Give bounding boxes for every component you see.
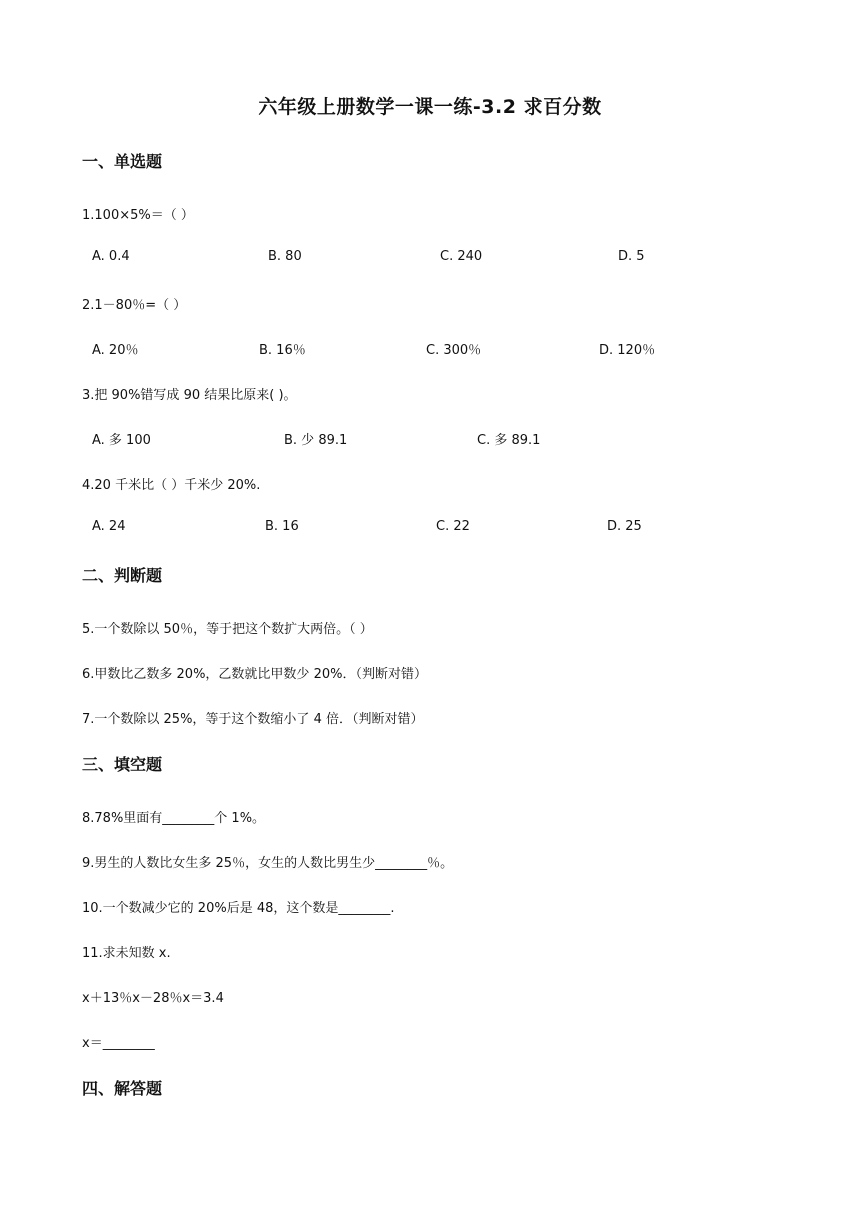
q3-option-a: A. 多 100 xyxy=(92,433,151,448)
question-3: 3.把 90%错写成 90 结果比原来( )。 xyxy=(82,388,297,403)
q1-option-b: B. 80 xyxy=(268,249,302,264)
section-heading-answer: 四、解答题 xyxy=(82,1079,163,1098)
question-1: 1.100×5%＝（ ） xyxy=(82,208,194,223)
q2-option-a: A. 20％ xyxy=(92,343,139,358)
section-heading-single-choice: 一、单选题 xyxy=(82,152,163,171)
question-9: 9.男生的人数比女生多 25％，女生的人数比男生少________％。 xyxy=(82,856,454,871)
q4-option-b: B. 16 xyxy=(265,519,299,534)
section-heading-true-false: 二、判断题 xyxy=(82,566,163,585)
question-6: 6.甲数比乙数多 20%，乙数就比甲数少 20%．（判断对错） xyxy=(82,667,427,682)
section-heading-fill-blank: 三、填空题 xyxy=(82,755,163,774)
question-10: 10.一个数减少它的 20%后是 48，这个数是________. xyxy=(82,901,395,916)
q1-option-a: A. 0.4 xyxy=(92,249,130,264)
q1-option-d: D. 5 xyxy=(618,249,645,264)
q3-option-b: B. 少 89.1 xyxy=(284,433,348,448)
question-11-equation: x＋13％x－28％x＝3.4 xyxy=(82,991,224,1006)
question-8: 8.78%里面有________个 1%。 xyxy=(82,811,266,826)
question-7: 7.一个数除以 25%，等于这个数缩小了 4 倍．（判断对错） xyxy=(82,712,424,727)
question-5: 5.一个数除以 50％，等于把这个数扩大两倍。（ ） xyxy=(82,622,373,637)
question-11-answer-line: x＝________ xyxy=(82,1036,155,1051)
q2-option-c: C. 300％ xyxy=(426,343,482,358)
question-2: 2.1－80％=（ ） xyxy=(82,298,187,313)
q2-option-d: D. 120％ xyxy=(599,343,656,358)
q4-option-d: D. 25 xyxy=(607,519,642,534)
q1-option-c: C. 240 xyxy=(440,249,483,264)
q4-option-c: C. 22 xyxy=(436,519,470,534)
q2-option-b: B. 16％ xyxy=(259,343,306,358)
question-4: 4.20 千米比（ ）千米少 20%. xyxy=(82,478,261,493)
page-title: 六年级上册数学一课一练-3.2 求百分数 xyxy=(258,96,602,118)
q4-option-a: A. 24 xyxy=(92,519,126,534)
q3-option-c: C. 多 89.1 xyxy=(477,433,541,448)
question-11: 11.求未知数 x. xyxy=(82,946,171,961)
